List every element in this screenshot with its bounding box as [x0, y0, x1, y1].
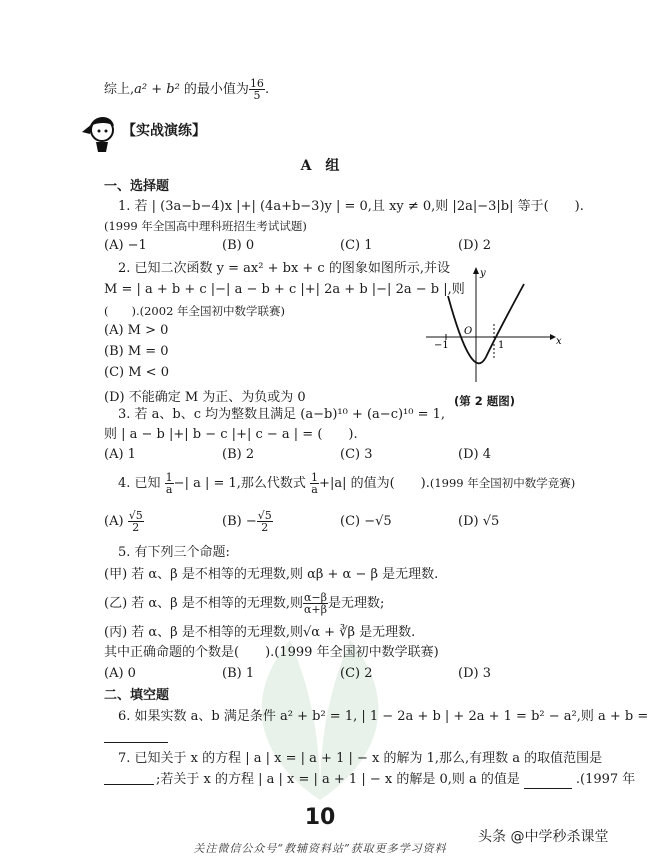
q1-option-c: (C) 1 — [340, 238, 373, 253]
toutiao-watermark: 头条 @中学秒杀课堂 — [478, 829, 609, 845]
footer-note: 关注微信公众号“教辅资料站”获取更多学习资料 — [193, 842, 447, 855]
q4-option-b: (B) − $\frac{√5}{2}$ — [222, 509, 272, 534]
q4-option-a: (A) $\frac{√5}{2}$ — [104, 509, 143, 534]
mascot-icon — [78, 112, 122, 154]
q2-parabola-graph — [420, 262, 560, 388]
q3-option-a: (A) 1 — [104, 447, 136, 462]
q5-option-c: (C) 2 — [340, 666, 373, 681]
q1-text: 1. 若 | (3a−b−4)x |+| (4a+b−3)y | = 0,且 xy ≠ 0,则 |2a|−3|b| 等于( ). — [118, 199, 584, 214]
q2-caption: (第 2 题图) — [454, 394, 516, 408]
q2-line1: 2. 已知二次函数 y = ax² + bx + c 的图象如图所示,并设 — [118, 261, 450, 276]
group-heading: A 组 — [300, 158, 340, 174]
q1-option-d: (D) 2 — [458, 238, 491, 253]
neg-one-label: −1 — [434, 340, 449, 351]
q6-line1: 6. 如果实数 a、b 满足条件 a² + b² = 1, | 1 − 2a + b | + 2a + 1 = b² − a²,则 a + b = — [118, 709, 648, 724]
q6-blank — [104, 728, 168, 743]
pos-one-label: 1 — [498, 340, 505, 351]
q1-option-a: (A) −1 — [104, 238, 147, 253]
intro-line: 综上,a² + b² 的最小值为 $\frac{16}{5}$ . — [104, 77, 270, 102]
section-fill: 二、填空题 — [104, 688, 170, 703]
q3-line2: 则 | a − b |+| b − c |+| c − a | = ( ). — [104, 427, 358, 442]
q1-source: (1999 年全国高中理科班招生考试试题) — [104, 219, 307, 233]
section-choice: 一、选择题 — [104, 179, 170, 194]
q2-option-a: (A) M > 0 — [104, 323, 169, 338]
q5-line3: (乙) 若 α、β 是不相等的无理数,则 $\frac{\alpha-\beta}{\alpha+\beta}$ 是无理数; — [104, 591, 385, 616]
q5-option-b: (B) 1 — [222, 666, 255, 681]
q5-line2: (甲) 若 α、β 是不相等的无理数,则 αβ + α − β 是无理数. — [104, 567, 439, 582]
y-label: y — [480, 268, 486, 279]
q1-option-b: (B) 0 — [222, 238, 255, 253]
q4-text: 4. 已知 $\frac{1}{a}$ −| a | = 1,那么代数式 $\frac{1}{a}$ +|a| 的值为( ).(1999 年全国初中数学竞赛) — [118, 471, 576, 496]
q5-option-d: (D) 3 — [458, 666, 491, 681]
q7-line1: 7. 已知关于 x 的方程 | a | x = | a + 1 | − x 的解为 1,那么,有理数 a 的取值范围是 — [118, 751, 603, 766]
parabola-curve — [448, 284, 524, 363]
q3-option-b: (B) 2 — [222, 447, 255, 462]
q4-option-d: (D) √5 — [458, 514, 500, 529]
q5-option-a: (A) 0 — [104, 666, 136, 681]
q5-line4: (丙) 若 α、β 是不相等的无理数,则√α + ∛β 是无理数. — [104, 625, 416, 640]
q3-option-c: (C) 3 — [340, 447, 373, 462]
y-axis-arrow — [473, 267, 479, 274]
x-label: x — [556, 336, 562, 347]
q2-option-c: (C) M < 0 — [104, 365, 169, 380]
q2-option-b: (B) M = 0 — [104, 344, 169, 359]
q3-option-d: (D) 4 — [458, 447, 491, 462]
q2-line3: ( ).(2002 年全国初中数学联赛) — [104, 304, 286, 318]
q4-option-c: (C) −√5 — [340, 514, 392, 529]
q2-option-d: (D) 不能确定 M 为正、为负或为 0 — [104, 390, 306, 405]
origin-label: O — [464, 326, 473, 337]
page-number: 10 — [304, 805, 336, 830]
q5-line1: 5. 有下列三个命题: — [118, 545, 230, 560]
q5-line5: 其中正确命题的个数是( ).(1999 年全国初中数学联赛) — [104, 645, 439, 660]
q7-line2: ;若关于 x 的方程 | a | x = | a + 1 | − x 的解是 0,则 a 的值是 .(1997 年 — [156, 772, 636, 787]
practice-title: 【实战演练】 — [122, 123, 206, 139]
q2-line2: M = | a + b + c |−| a − b + c |+| 2a + b |−| 2a − b |,则 — [104, 282, 465, 297]
q7-blank1 — [104, 770, 154, 785]
q3-line1: 3. 若 a、b、c 均为整数且满足 (a−b)¹⁰ + (a−c)¹⁰ = 1, — [118, 407, 446, 422]
